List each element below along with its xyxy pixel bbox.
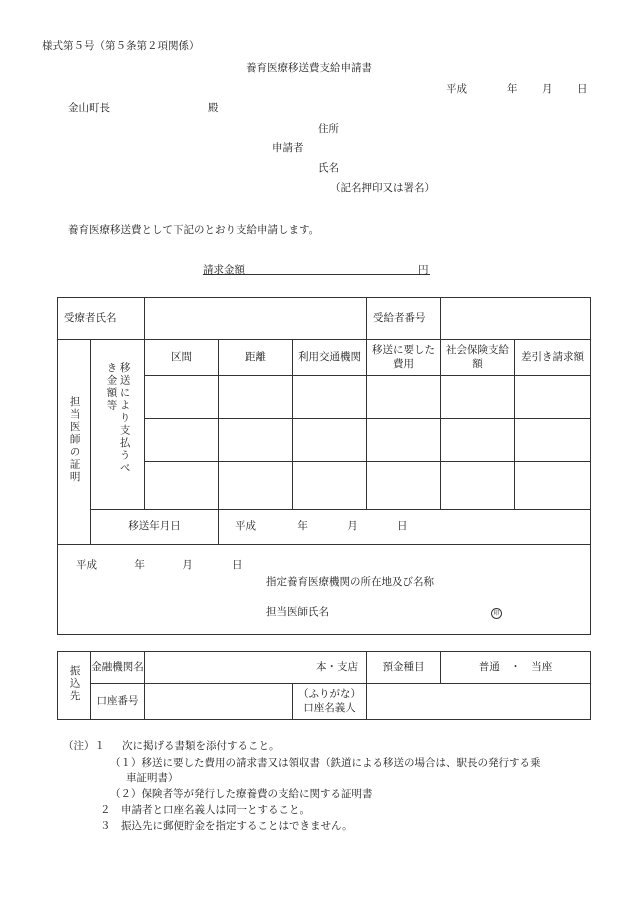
notes-header: （注）１ — [63, 740, 105, 752]
col-cost: 移送に要した費用 — [367, 340, 441, 376]
transfer-destination-label: 振込先 — [58, 652, 91, 720]
cell-input[interactable] — [515, 376, 591, 419]
date-month: 月 — [542, 83, 553, 95]
form-number: 様式第５号（第５条第２項関係） — [42, 40, 200, 52]
cert-era: 平成 — [76, 559, 97, 571]
date-era: 平成 — [446, 83, 467, 95]
cell-input[interactable] — [219, 376, 293, 419]
cert-year: 年 — [134, 559, 145, 571]
col-section: 区間 — [145, 340, 219, 376]
bank-name-label: 金融機関名 — [91, 652, 145, 684]
cell-input[interactable] — [441, 462, 515, 510]
account-number-field[interactable] — [145, 684, 293, 720]
transport-date-field[interactable]: 平成 年 月 日 — [219, 510, 591, 545]
cell-input[interactable] — [293, 376, 367, 419]
date-day: 日 — [577, 83, 588, 95]
addressee-honorific: 殿 — [208, 102, 219, 114]
cell-input[interactable] — [219, 462, 293, 510]
transport-date-label: 移送年月日 — [91, 510, 219, 545]
claim-label: 請求金額 — [203, 264, 245, 276]
cell-input[interactable] — [515, 419, 591, 462]
bank-table — [57, 651, 591, 720]
statement: 養育医療移送費として下記のとおり支給申請します。 — [68, 224, 320, 236]
account-holder-label: （ふりがな） 口座名義人 — [293, 684, 367, 720]
note-2: ２ 申請者と口座名義人は同一とすること。 — [100, 804, 310, 816]
claim-underline — [203, 274, 430, 275]
cell-input[interactable] — [515, 462, 591, 510]
date-year: 年 — [507, 83, 518, 95]
deposit-type-label: 預金種目 — [367, 652, 441, 684]
addressee-name: 金山町長 — [68, 102, 110, 114]
patient-name-label: 受療者氏名 — [58, 298, 145, 340]
doctor-name-label: 担当医師氏名 — [266, 606, 329, 618]
claim-unit: 円 — [418, 264, 429, 276]
note-1-2: （２）保険者等が発行した療養費の支給に関する証明書 — [110, 788, 373, 800]
bank-name-field[interactable]: 本・支店 — [145, 652, 367, 684]
account-number-label: 口座番号 — [91, 684, 145, 720]
note-1-1: （１）移送に要した費用の請求書又は領収書（鉄道による移送の場合は、駅長の発行する乗 — [110, 757, 541, 769]
cell-input[interactable] — [219, 419, 293, 462]
applicant-label: 申請者 — [272, 142, 304, 154]
doctor-certification-block — [58, 545, 591, 635]
page-title: 養育医療移送費支給申請書 — [246, 62, 372, 74]
seal-icon: 印 — [491, 606, 502, 619]
address-label: 住所 — [318, 123, 339, 135]
cert-month: 月 — [182, 559, 193, 571]
doctor-cert-label: 担当医師の証明 — [58, 340, 91, 545]
cell-input[interactable] — [367, 462, 441, 510]
col-insurance: 社会保険支給額 — [441, 340, 515, 376]
name-label: 氏名 — [318, 162, 339, 174]
cert-day: 日 — [232, 559, 243, 571]
cell-input[interactable] — [441, 376, 515, 419]
account-holder-field[interactable] — [367, 684, 591, 720]
cell-input[interactable] — [293, 419, 367, 462]
cell-input[interactable] — [145, 376, 219, 419]
institution-label: 指定養育医療機関の所在地及び名称 — [266, 576, 434, 588]
recipient-number-label: 受給者番号 — [367, 298, 441, 340]
col-distance: 距離 — [219, 340, 293, 376]
cell-input[interactable] — [293, 462, 367, 510]
transport-label: 移送により支払うべき金額等 — [91, 340, 145, 510]
seal-note: （記名押印又は署名） — [330, 182, 435, 194]
col-claim: 差引き請求額 — [515, 340, 591, 376]
patient-name-field[interactable] — [145, 298, 367, 340]
note-1: 次に掲げる書類を添付すること。 — [122, 740, 280, 752]
note-1-1b: 車証明書） — [126, 772, 179, 784]
cell-input[interactable] — [145, 419, 219, 462]
cell-input[interactable] — [367, 376, 441, 419]
main-table — [57, 297, 591, 635]
recipient-number-field[interactable] — [441, 298, 591, 340]
cell-input[interactable] — [441, 419, 515, 462]
deposit-type-field[interactable]: 普通 ・ 当座 — [441, 652, 591, 684]
cell-input[interactable] — [367, 419, 441, 462]
note-3: ３ 振込先に郵便貯金を指定することはできません。 — [100, 820, 353, 832]
col-transport: 利用交通機関 — [293, 340, 367, 376]
cell-input[interactable] — [145, 462, 219, 510]
